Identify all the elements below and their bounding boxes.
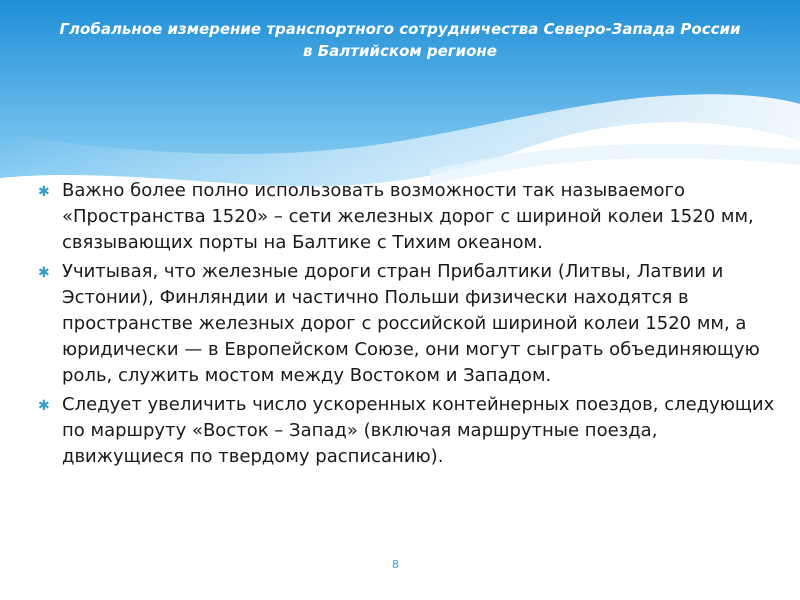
page-number: 8 [392,558,399,571]
bullet-text: Учитывая, что железные дороги стран Прибалтики (Литвы, Латвии и Эстонии), Финляндии и частично Польши физически находятся в пространстве железных дорог с российской шириной колеи 1520 мм, а юридически — в Европейском Союзе, они могут сыграть объединяющую роль, служить мостом между Востоком и Западом. [62,261,760,386]
title-line-1: Глобальное измерение транспортного сотрудничества Северо-Запада России [59,20,741,38]
bullet-item [38,259,778,389]
star-icon: ✱ [38,184,50,200]
star-icon: ✱ [38,265,50,281]
bullet-item [38,178,778,256]
bullet-text: Важно более полно использовать возможности так называемого «Пространства 1520» – сети железных дорог с шириной колеи 1520 мм, связывающих порты на Балтике с Тихим океаном. [62,180,754,253]
slide-title [40,18,760,62]
star-icon: ✱ [38,398,50,414]
bullet-list [38,178,778,473]
bullet-text: Следует увеличить число ускоренных контейнерных поездов, следующих по маршруту «Восток – Запад» (включая маршрутные поезда, движущиеся по твердому расписанию). [62,394,775,467]
bullet-item [38,392,778,470]
title-line-2: в Балтийском регионе [303,42,497,60]
